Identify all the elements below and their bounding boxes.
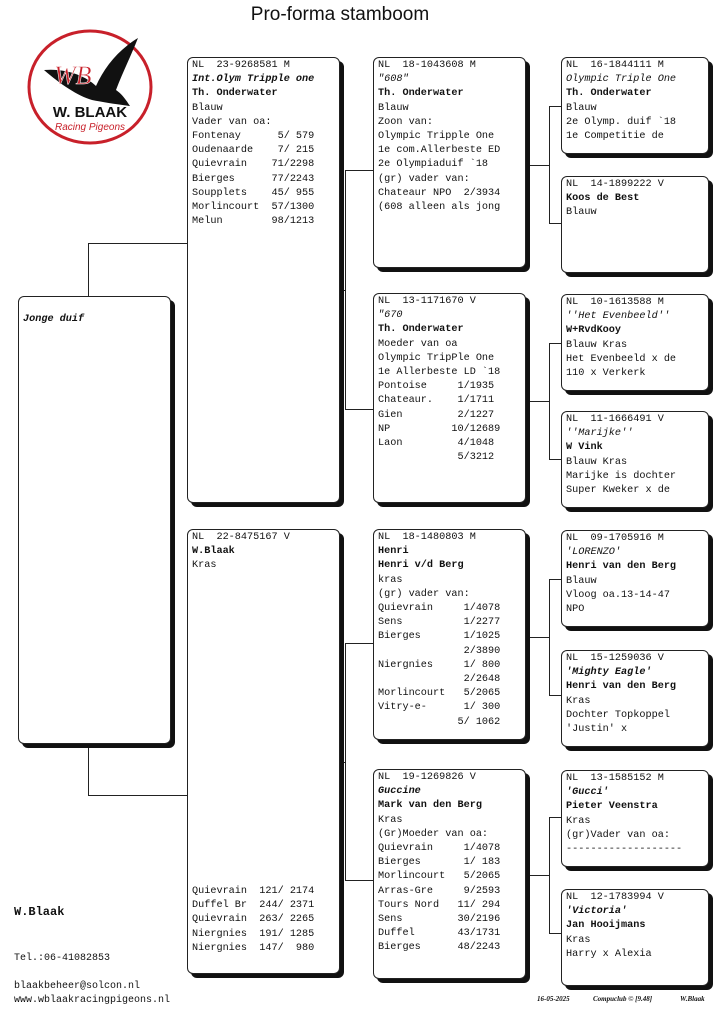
pedigree-line: 110 x Verkerk <box>566 368 646 380</box>
pedigree-box-dam-dam <box>373 769 526 979</box>
pedigree-line: Tours Nord 11/ 294 <box>378 899 501 911</box>
pedigree-line: W.Blaak <box>192 546 235 558</box>
pedigree-line: NL 13-1171670 V <box>378 296 476 307</box>
pedigree-line: Bierges 48/2243 <box>378 942 501 954</box>
pedigree-line: Bierges 1/ 183 <box>378 857 501 869</box>
logo-tagline: Racing Pigeons <box>54 122 126 133</box>
pedigree-line: Blauw <box>566 575 597 587</box>
pedigree-line: Melun 98/1213 <box>192 216 315 228</box>
pedigree-line: NL 15-1259036 V <box>566 653 664 664</box>
pedigree-line: (608 alleen als jong <box>378 202 501 214</box>
pedigree-line: Morlincourt 5/2065 <box>378 871 501 883</box>
pedigree-box-dds <box>561 770 709 867</box>
pedigree-line: Vitry-e- 1/ 300 <box>378 702 501 714</box>
pedigree-line: Bierges 77/2243 <box>192 173 315 185</box>
subject-box <box>18 296 171 744</box>
pedigree-line: Duffel Br 244/ 2371 <box>192 900 315 912</box>
pedigree-line: Kras <box>192 560 217 572</box>
pedigree-line: Morlincourt 57/1300 <box>192 202 315 214</box>
pedigree-line: ------------------- <box>566 844 683 856</box>
pedigree-line: NL 12-1783994 V <box>566 892 664 903</box>
pedigree-line: NL 13-1585152 M <box>566 773 664 784</box>
pedigree-line: (gr) vader van: <box>378 588 470 600</box>
pedigree-line: Niergnies 191/ 1285 <box>192 928 315 940</box>
pedigree-box-sdd <box>561 411 709 508</box>
pedigree-line: Duffel 43/1731 <box>378 928 501 940</box>
pedigree-line: Henri van den Berg <box>566 681 677 693</box>
pedigree-line: Th. Onderwater <box>192 88 278 100</box>
owner-website[interactable]: www.wblaakracingpigeons.nl <box>14 995 171 1006</box>
pedigree-line: Koos de Best <box>566 193 640 205</box>
pedigree-line: Blauw <box>192 102 223 114</box>
pedigree-line: 2/2648 <box>378 674 501 686</box>
pedigree-line: Int.Olym Tripple one <box>192 74 315 86</box>
pedigree-line: (gr) vader van: <box>378 173 470 185</box>
pedigree-line: Het Evenbeeld x de <box>566 353 677 365</box>
pedigree-line: Pieter Veenstra <box>566 801 658 813</box>
pedigree-line: Niergnies 1/ 800 <box>378 659 501 671</box>
pedigree-line: Henri v/d Berg <box>378 560 464 572</box>
pedigree-line: Chateaur NPO 2/3934 <box>378 187 501 199</box>
pedigree-line: Kras <box>378 814 403 826</box>
pedigree-line: Guccine <box>378 786 421 798</box>
pedigree-box-sss <box>561 57 709 154</box>
pedigree-line: Quievrain 263/ 2265 <box>192 914 315 926</box>
pedigree-line: ''Marijke'' <box>566 428 634 440</box>
pedigree-line: Th. Onderwater <box>378 324 464 336</box>
pedigree-line: Harry x Alexia <box>566 948 652 960</box>
pedigree-line: Soupplets 45/ 955 <box>192 187 315 199</box>
pedigree-line: Niergnies 147/ 980 <box>192 942 315 954</box>
pedigree-line: 2e Olymp. duif `18 <box>566 116 677 128</box>
pedigree-line: "670 <box>378 310 403 322</box>
page-title: Pro-forma stamboom <box>250 4 430 25</box>
pedigree-line: 'Victoria' <box>566 906 628 918</box>
logo-name: W. BLAAK <box>52 104 128 121</box>
pedigree-line: NL 18-1480803 M <box>378 532 476 543</box>
pedigree-box-sire <box>187 57 340 503</box>
pedigree-line: Super Kweker x de <box>566 485 670 497</box>
pedigree-line: Kras <box>566 815 591 827</box>
pedigree-line: 1e Competitie de <box>566 131 664 143</box>
pedigree-line: Kras <box>566 934 591 946</box>
pedigree-line: NL 19-1269826 V <box>378 772 476 783</box>
pedigree-line: 'Justin' x <box>566 724 628 736</box>
pedigree-box-ddd <box>561 889 709 986</box>
pedigree-line: Dochter Topkoppel <box>566 709 670 721</box>
pedigree-line: NL 09-1705916 M <box>566 533 664 544</box>
pedigree-line: 5/3212 <box>378 452 495 464</box>
pedigree-line: 2/3890 <box>378 645 501 657</box>
pedigree-line: NL 10-1613588 M <box>566 297 664 308</box>
pedigree-line: "608" <box>378 74 409 86</box>
pedigree-box-dam <box>187 529 340 974</box>
pedigree-line: W Vink <box>566 442 603 454</box>
pedigree-line: Quievrain 1/4078 <box>378 843 501 855</box>
pedigree-line: Quievrain 71/2298 <box>192 159 315 171</box>
pedigree-line: Morlincourt 5/2065 <box>378 688 501 700</box>
subject-label: Jonge duif <box>23 314 85 325</box>
pedigree-line: Moeder van oa <box>378 338 458 350</box>
pedigree-line: Sens 30/2196 <box>378 914 501 926</box>
pedigree-line: Olympic TripPle One <box>378 352 495 364</box>
owner-email[interactable]: blaakbeheer@solcon.nl <box>14 981 141 992</box>
pedigree-box-ssd <box>561 176 709 273</box>
software-credit: Compuclub © [9.48] <box>593 995 653 1003</box>
pedigree-line: Blauw <box>566 207 597 219</box>
pedigree-line: W+RvdKooy <box>566 325 622 337</box>
pedigree-box-sire-sire <box>373 57 526 268</box>
pedigree-line: Blauw <box>378 102 409 114</box>
pedigree-line: (gr)Vader van oa: <box>566 829 670 841</box>
pedigree-line: 1e com.Allerbeste ED <box>378 145 501 157</box>
pedigree-line: Sens 1/2277 <box>378 617 501 629</box>
club-logo <box>26 28 154 146</box>
pedigree-line: Chateaur. 1/1711 <box>378 395 495 407</box>
pedigree-line: Vader van oa: <box>192 116 272 128</box>
pedigree-line: Th. Onderwater <box>566 88 652 100</box>
pedigree-line: Blauw Kras <box>566 456 628 468</box>
pedigree-box-sire-dam <box>373 293 526 503</box>
pedigree-line: Fontenay 5/ 579 <box>192 131 315 143</box>
pedigree-line: Zoon van: <box>378 116 434 128</box>
pedigree-line: Quievrain 1/4078 <box>378 603 501 615</box>
pedigree-line: Olympic Tripple One <box>378 131 495 143</box>
pedigree-line: NL 11-1666491 V <box>566 414 664 425</box>
pedigree-line: NL 22-8475167 V <box>192 532 290 543</box>
pedigree-line: 5/ 1062 <box>378 716 501 728</box>
pedigree-line: Marijke is dochter <box>566 470 677 482</box>
pedigree-line: Pontoise 1/1935 <box>378 381 495 393</box>
pedigree-line: Laon 4/1048 <box>378 438 495 450</box>
pedigree-line: NPO <box>566 604 585 616</box>
pedigree-line: NL 14-1899222 V <box>566 179 664 190</box>
pedigree-line: Oudenaarde 7/ 215 <box>192 145 315 157</box>
pedigree-line: Th. Onderwater <box>378 88 464 100</box>
pedigree-line: NL 18-1043608 M <box>378 60 476 71</box>
pedigree-line: Blauw Kras <box>566 339 628 351</box>
pedigree-box-dam-sire <box>373 529 526 740</box>
pedigree-line: Olympic Triple One <box>566 74 677 86</box>
print-date: 16-05-2025 <box>537 995 570 1003</box>
pedigree-line: NL 23-9268581 M <box>192 60 290 71</box>
pedigree-line: NP 10/12689 <box>378 423 501 435</box>
pedigree-line: Bierges 1/1025 <box>378 631 501 643</box>
pedigree-line: Gien 2/1227 <box>378 409 495 421</box>
pedigree-line: 'LORENZO' <box>566 547 622 559</box>
pedigree-line: ''Het Evenbeeld'' <box>566 311 670 323</box>
pedigree-line: 2e Olympiaduif `18 <box>378 159 489 171</box>
pedigree-line: Henri van den Berg <box>566 561 677 573</box>
owner-phone: Tel.:06-41082853 <box>14 953 111 964</box>
pedigree-line: Quievrain 121/ 2174 <box>192 885 315 897</box>
pedigree-line: NL 16-1844111 M <box>566 60 664 71</box>
pedigree-line: Vloog oa.13-14-47 <box>566 589 670 601</box>
pedigree-line: kras <box>378 574 403 586</box>
pedigree-line: (Gr)Moeder van oa: <box>378 828 489 840</box>
pedigree-line: 'Mighty Eagle' <box>566 667 652 679</box>
pedigree-line: Arras-Gre 9/2593 <box>378 885 501 897</box>
owner-name: W.Blaak <box>14 905 65 919</box>
pedigree-box-dsd <box>561 650 709 747</box>
pedigree-box-sds <box>561 294 709 391</box>
logo-monogram: WB <box>54 61 92 90</box>
pedigree-line: 1e Allerbeste LD `18 <box>378 367 501 379</box>
pedigree-box-dss <box>561 530 709 627</box>
pedigree-line: Blauw <box>566 102 597 114</box>
pedigree-line: 'Gucci' <box>566 787 609 799</box>
pedigree-line: Jan Hooijmans <box>566 920 646 932</box>
pedigree-line: Mark van den Berg <box>378 800 482 812</box>
printed-by: W.Blaak <box>680 995 705 1003</box>
pedigree-line: Henri <box>378 546 409 558</box>
pedigree-line: Kras <box>566 695 591 707</box>
